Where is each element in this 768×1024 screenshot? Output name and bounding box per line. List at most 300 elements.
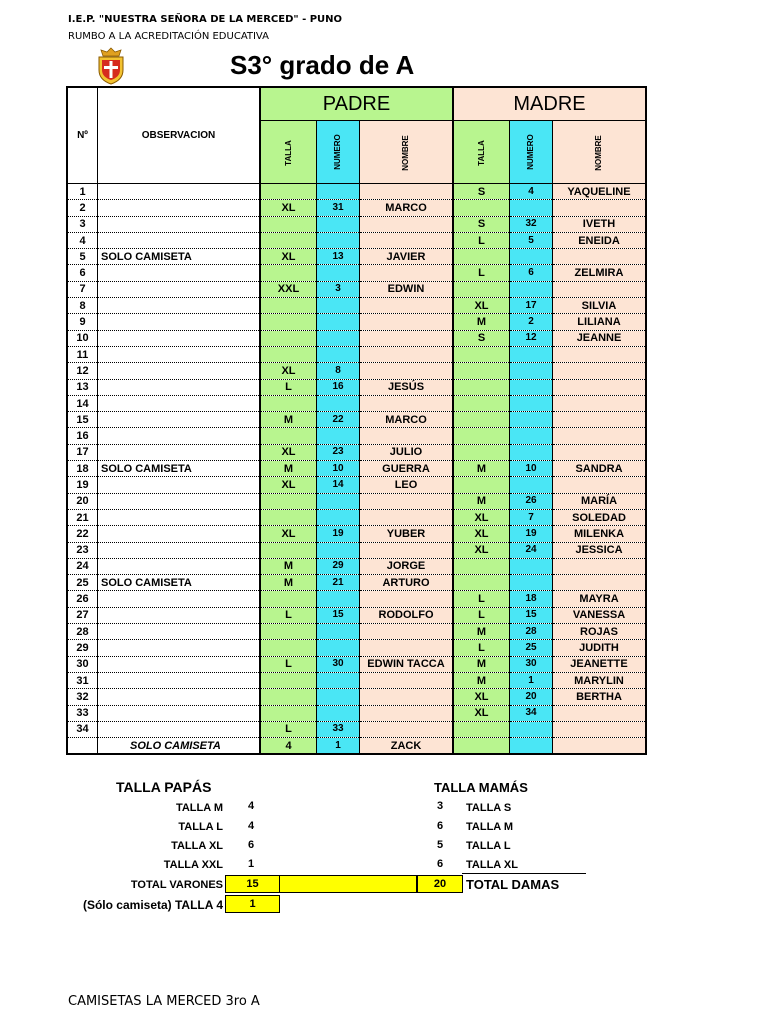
row-padre-nombre: ZACK xyxy=(360,738,454,755)
row-madre-talla: XL xyxy=(453,689,510,705)
table-row xyxy=(67,184,646,200)
row-madre-nombre xyxy=(553,705,647,721)
row-number: 23 xyxy=(67,542,98,558)
row-padre-nombre xyxy=(360,395,454,411)
table-row xyxy=(67,689,646,705)
row-padre-numero xyxy=(317,640,360,656)
row-madre-nombre xyxy=(553,249,647,265)
row-madre-talla: S xyxy=(453,184,510,200)
row-padre-talla: XXL xyxy=(260,281,317,297)
row-madre-numero: 7 xyxy=(510,509,553,525)
row-padre-nombre: JAVIER xyxy=(360,249,454,265)
row-padre-talla: M xyxy=(260,412,317,428)
row-madre-numero: 10 xyxy=(510,461,553,477)
row-number: 28 xyxy=(67,624,98,640)
row-madre-numero: 1 xyxy=(510,672,553,688)
row-number: 33 xyxy=(67,705,98,721)
mamas-value-xl: 6 xyxy=(437,858,444,870)
row-madre-nombre: VANESSA xyxy=(553,607,647,623)
header-no: Nº xyxy=(67,87,98,184)
row-padre-nombre: JORGE xyxy=(360,558,454,574)
table-row xyxy=(67,412,646,428)
table-row xyxy=(67,672,646,688)
row-number: 34 xyxy=(67,721,98,737)
row-padre-nombre: MARCO xyxy=(360,200,454,216)
row-madre-talla: L xyxy=(453,640,510,656)
row-padre-talla: L xyxy=(260,656,317,672)
row-madre-nombre: LILIANA xyxy=(553,314,647,330)
row-padre-numero xyxy=(317,232,360,248)
row-padre-nombre xyxy=(360,232,454,248)
row-padre-talla xyxy=(260,640,317,656)
row-padre-nombre: EDWIN xyxy=(360,281,454,297)
row-madre-numero xyxy=(510,412,553,428)
row-number: 11 xyxy=(67,346,98,362)
row-madre-nombre: BERTHA xyxy=(553,689,647,705)
school-subtitle: RUMBO A LA ACREDITACIÓN EDUCATIVA xyxy=(68,31,269,42)
row-madre-numero: 20 xyxy=(510,689,553,705)
row-number: 6 xyxy=(67,265,98,281)
row-observacion xyxy=(98,346,261,362)
row-padre-numero: 8 xyxy=(317,363,360,379)
row-padre-numero: 15 xyxy=(317,607,360,623)
row-padre-numero: 1 xyxy=(317,738,360,755)
total-damas-value: 20 xyxy=(417,875,463,893)
row-padre-talla: XL xyxy=(260,477,317,493)
school-name: I.E.P. "NUESTRA SEÑORA DE LA MERCED" - PUNO xyxy=(68,14,343,25)
row-madre-nombre: ROJAS xyxy=(553,624,647,640)
table-row xyxy=(67,232,646,248)
row-number xyxy=(67,738,98,755)
row-padre-numero xyxy=(317,298,360,314)
row-padre-nombre xyxy=(360,298,454,314)
solo-camiseta-value: 1 xyxy=(225,895,280,913)
table-row xyxy=(67,542,646,558)
row-observacion xyxy=(98,428,261,444)
row-observacion xyxy=(98,379,261,395)
row-number: 25 xyxy=(67,575,98,591)
row-madre-numero: 2 xyxy=(510,314,553,330)
row-padre-numero xyxy=(317,314,360,330)
total-damas-rule xyxy=(462,873,586,874)
row-number: 30 xyxy=(67,656,98,672)
row-padre-nombre xyxy=(360,591,454,607)
row-observacion xyxy=(98,265,261,281)
row-madre-nombre xyxy=(553,346,647,362)
row-padre-numero xyxy=(317,542,360,558)
row-padre-talla xyxy=(260,265,317,281)
row-madre-numero xyxy=(510,200,553,216)
row-madre-talla: XL xyxy=(453,509,510,525)
row-observacion xyxy=(98,184,261,200)
table-row xyxy=(67,493,646,509)
row-padre-talla xyxy=(260,314,317,330)
papas-value-l: 4 xyxy=(248,820,255,832)
header-padre-nombre: NOMBRE xyxy=(401,134,410,171)
header-padre: PADRE xyxy=(260,87,453,121)
row-padre-numero xyxy=(317,395,360,411)
row-madre-talla xyxy=(453,395,510,411)
row-number: 24 xyxy=(67,558,98,574)
row-madre-talla: S xyxy=(453,216,510,232)
table-row xyxy=(67,379,646,395)
row-number: 20 xyxy=(67,493,98,509)
row-observacion xyxy=(98,281,261,297)
row-madre-nombre: JUDITH xyxy=(553,640,647,656)
row-madre-numero: 26 xyxy=(510,493,553,509)
row-padre-nombre: LEO xyxy=(360,477,454,493)
row-padre-talla xyxy=(260,216,317,232)
row-madre-nombre: ENEIDA xyxy=(553,232,647,248)
table-row xyxy=(67,330,646,346)
row-madre-nombre: YAQUELINE xyxy=(553,184,647,200)
row-madre-nombre: SANDRA xyxy=(553,461,647,477)
row-madre-numero xyxy=(510,721,553,737)
row-padre-nombre xyxy=(360,624,454,640)
row-padre-nombre xyxy=(360,493,454,509)
row-observacion xyxy=(98,314,261,330)
row-madre-nombre xyxy=(553,412,647,428)
row-madre-nombre xyxy=(553,477,647,493)
row-number: 2 xyxy=(67,200,98,216)
total-damas-label: TOTAL DAMAS xyxy=(466,877,560,892)
table-row xyxy=(67,281,646,297)
table-row xyxy=(67,444,646,460)
row-madre-numero xyxy=(510,575,553,591)
row-padre-numero: 30 xyxy=(317,656,360,672)
row-padre-numero xyxy=(317,509,360,525)
mamas-value-s: 3 xyxy=(437,800,444,812)
row-madre-talla xyxy=(453,477,510,493)
row-number: 16 xyxy=(67,428,98,444)
row-madre-numero xyxy=(510,444,553,460)
row-madre-talla: L xyxy=(453,265,510,281)
row-padre-nombre xyxy=(360,705,454,721)
papas-value-m: 4 xyxy=(248,800,255,812)
table-row xyxy=(67,721,646,737)
row-madre-nombre: SILVIA xyxy=(553,298,647,314)
table-row xyxy=(67,216,646,232)
row-madre-numero xyxy=(510,379,553,395)
row-number: 8 xyxy=(67,298,98,314)
header-madre: MADRE xyxy=(453,87,646,121)
row-madre-nombre xyxy=(553,428,647,444)
row-padre-nombre xyxy=(360,721,454,737)
row-padre-nombre xyxy=(360,640,454,656)
row-padre-numero xyxy=(317,689,360,705)
papas-label-m: TALLA M xyxy=(175,802,223,814)
row-madre-numero xyxy=(510,738,553,755)
papas-value-xl: 6 xyxy=(248,839,255,851)
row-padre-nombre: YUBER xyxy=(360,526,454,542)
talla-mamas-title: TALLA MAMÁS xyxy=(434,780,528,795)
row-padre-numero: 33 xyxy=(317,721,360,737)
header-madre-talla: TALLA xyxy=(476,139,486,166)
row-padre-talla: XL xyxy=(260,526,317,542)
row-padre-numero xyxy=(317,216,360,232)
row-number: 26 xyxy=(67,591,98,607)
row-padre-nombre xyxy=(360,216,454,232)
header-padre-talla: TALLA xyxy=(283,139,293,166)
table-row xyxy=(67,591,646,607)
papas-label-xl: TALLA XL xyxy=(171,840,223,852)
row-madre-talla xyxy=(453,346,510,362)
table-row xyxy=(67,461,646,477)
row-madre-talla xyxy=(453,249,510,265)
header-padre-numero: NUMERO xyxy=(333,134,342,170)
row-madre-numero: 5 xyxy=(510,232,553,248)
row-number: 12 xyxy=(67,363,98,379)
row-madre-talla xyxy=(453,412,510,428)
row-padre-nombre xyxy=(360,363,454,379)
row-padre-talla xyxy=(260,509,317,525)
row-number: 19 xyxy=(67,477,98,493)
row-padre-numero: 21 xyxy=(317,575,360,591)
row-padre-numero xyxy=(317,705,360,721)
row-padre-talla xyxy=(260,184,317,200)
total-varones-value: 15 xyxy=(225,875,280,893)
row-madre-nombre xyxy=(553,558,647,574)
row-madre-talla: S xyxy=(453,330,510,346)
row-observacion xyxy=(98,705,261,721)
mamas-label-m: TALLA M xyxy=(466,821,514,833)
row-padre-numero xyxy=(317,184,360,200)
table-row xyxy=(67,200,646,216)
row-madre-numero: 12 xyxy=(510,330,553,346)
table-row xyxy=(67,298,646,314)
table-row xyxy=(67,265,646,281)
row-madre-nombre: JEANETTE xyxy=(553,656,647,672)
row-padre-numero: 14 xyxy=(317,477,360,493)
row-padre-numero xyxy=(317,265,360,281)
solo-camiseta-label: (Sólo camiseta) TALLA 4 xyxy=(82,898,223,912)
table-row xyxy=(67,575,646,591)
mamas-label-xl: TALLA XL xyxy=(466,859,518,871)
row-observacion xyxy=(98,477,261,493)
row-madre-talla: L xyxy=(453,591,510,607)
row-madre-numero: 4 xyxy=(510,184,553,200)
row-observacion xyxy=(98,689,261,705)
row-observacion xyxy=(98,444,261,460)
row-padre-nombre xyxy=(360,346,454,362)
row-padre-numero xyxy=(317,591,360,607)
mamas-value-m: 6 xyxy=(437,820,444,832)
row-madre-numero: 32 xyxy=(510,216,553,232)
row-observacion xyxy=(98,363,261,379)
table-row xyxy=(67,624,646,640)
row-padre-talla: XL xyxy=(260,200,317,216)
row-madre-nombre xyxy=(553,721,647,737)
row-observacion xyxy=(98,672,261,688)
row-number: 4 xyxy=(67,232,98,248)
row-madre-talla: M xyxy=(453,624,510,640)
header-observacion: OBSERVACION xyxy=(98,87,261,184)
page-title: S3° grado de A xyxy=(230,50,415,80)
table-row xyxy=(67,526,646,542)
row-padre-nombre: ARTURO xyxy=(360,575,454,591)
header-madre-numero: NUMERO xyxy=(526,134,535,170)
row-madre-nombre: SOLEDAD xyxy=(553,509,647,525)
row-madre-talla: L xyxy=(453,607,510,623)
row-padre-talla xyxy=(260,493,317,509)
row-padre-nombre: GUERRA xyxy=(360,461,454,477)
row-number: 15 xyxy=(67,412,98,428)
row-padre-talla: XL xyxy=(260,249,317,265)
row-madre-talla xyxy=(453,281,510,297)
row-madre-numero xyxy=(510,558,553,574)
row-padre-talla xyxy=(260,591,317,607)
row-padre-numero xyxy=(317,428,360,444)
row-number: 7 xyxy=(67,281,98,297)
row-madre-talla xyxy=(453,379,510,395)
row-observacion: SOLO CAMISETA xyxy=(98,249,261,265)
table-row xyxy=(67,558,646,574)
row-padre-talla: XL xyxy=(260,363,317,379)
row-madre-nombre xyxy=(553,281,647,297)
row-padre-talla: M xyxy=(260,461,317,477)
row-madre-nombre: ZELMIRA xyxy=(553,265,647,281)
row-padre-numero: 13 xyxy=(317,249,360,265)
row-padre-nombre xyxy=(360,330,454,346)
row-madre-nombre: MARYLIN xyxy=(553,672,647,688)
row-madre-numero xyxy=(510,281,553,297)
row-madre-talla xyxy=(453,363,510,379)
mamas-label-s: TALLA S xyxy=(466,802,512,814)
row-observacion xyxy=(98,558,261,574)
row-padre-nombre xyxy=(360,689,454,705)
row-observacion xyxy=(98,624,261,640)
row-observacion xyxy=(98,232,261,248)
table-row xyxy=(67,640,646,656)
row-number: 5 xyxy=(67,249,98,265)
row-padre-nombre: MARCO xyxy=(360,412,454,428)
row-padre-nombre xyxy=(360,184,454,200)
row-padre-nombre: JULIO xyxy=(360,444,454,460)
mamas-value-l: 5 xyxy=(437,839,444,851)
row-padre-nombre: JESÚS xyxy=(360,379,454,395)
row-padre-talla xyxy=(260,428,317,444)
row-number: 14 xyxy=(67,395,98,411)
row-number: 9 xyxy=(67,314,98,330)
row-padre-talla: L xyxy=(260,379,317,395)
row-madre-nombre: JEANNE xyxy=(553,330,647,346)
row-padre-talla xyxy=(260,705,317,721)
row-number: 29 xyxy=(67,640,98,656)
row-observacion xyxy=(98,721,261,737)
row-observacion: SOLO CAMISETA xyxy=(98,575,261,591)
row-padre-nombre xyxy=(360,509,454,525)
row-padre-numero: 31 xyxy=(317,200,360,216)
row-padre-nombre xyxy=(360,672,454,688)
row-madre-nombre: IVETH xyxy=(553,216,647,232)
table-row xyxy=(67,249,646,265)
row-padre-nombre xyxy=(360,428,454,444)
row-padre-numero: 16 xyxy=(317,379,360,395)
row-madre-numero: 25 xyxy=(510,640,553,656)
row-observacion xyxy=(98,216,261,232)
row-padre-talla: L xyxy=(260,607,317,623)
papas-label-xxl: TALLA XXL xyxy=(163,859,223,871)
row-madre-nombre: MARÍA xyxy=(553,493,647,509)
row-madre-numero xyxy=(510,395,553,411)
table-row xyxy=(67,395,646,411)
table-row xyxy=(67,607,646,623)
row-observacion xyxy=(98,542,261,558)
table-row xyxy=(67,363,646,379)
header-madre-nombre: NOMBRE xyxy=(594,134,603,171)
row-padre-talla xyxy=(260,395,317,411)
row-padre-talla: XL xyxy=(260,444,317,460)
mamas-label-l: TALLA L xyxy=(466,840,511,852)
row-madre-talla xyxy=(453,721,510,737)
row-madre-talla xyxy=(453,444,510,460)
row-madre-numero: 6 xyxy=(510,265,553,281)
row-padre-numero xyxy=(317,672,360,688)
row-madre-numero xyxy=(510,346,553,362)
row-padre-numero xyxy=(317,493,360,509)
row-observacion: SOLO CAMISETA xyxy=(98,461,261,477)
row-padre-talla: M xyxy=(260,575,317,591)
row-madre-nombre xyxy=(553,379,647,395)
row-observacion xyxy=(98,509,261,525)
school-crest-icon xyxy=(94,46,128,86)
row-madre-numero: 28 xyxy=(510,624,553,640)
row-madre-nombre xyxy=(553,395,647,411)
table-row xyxy=(67,346,646,362)
row-padre-talla xyxy=(260,298,317,314)
row-madre-numero xyxy=(510,363,553,379)
row-observacion xyxy=(98,298,261,314)
row-madre-talla xyxy=(453,575,510,591)
row-madre-talla: M xyxy=(453,493,510,509)
row-padre-nombre: RODOLFO xyxy=(360,607,454,623)
row-observacion xyxy=(98,200,261,216)
table-row xyxy=(67,428,646,444)
row-madre-numero xyxy=(510,477,553,493)
row-madre-numero xyxy=(510,249,553,265)
row-number: 1 xyxy=(67,184,98,200)
row-observacion xyxy=(98,656,261,672)
row-madre-talla: M xyxy=(453,656,510,672)
footer-label: CAMISETAS LA MERCED 3ro A xyxy=(68,994,260,1009)
row-madre-nombre xyxy=(553,200,647,216)
row-number: 31 xyxy=(67,672,98,688)
row-observacion xyxy=(98,493,261,509)
row-madre-numero: 19 xyxy=(510,526,553,542)
row-number: 21 xyxy=(67,509,98,525)
table-row xyxy=(67,705,646,721)
row-observacion xyxy=(98,395,261,411)
row-madre-talla xyxy=(453,428,510,444)
talla-papas-title: TALLA PAPÁS xyxy=(116,779,212,795)
row-madre-talla: XL xyxy=(453,526,510,542)
row-observacion xyxy=(98,412,261,428)
row-observacion xyxy=(98,330,261,346)
row-padre-talla xyxy=(260,624,317,640)
row-madre-numero: 17 xyxy=(510,298,553,314)
row-madre-numero: 15 xyxy=(510,607,553,623)
row-number: 18 xyxy=(67,461,98,477)
row-madre-talla: L xyxy=(453,232,510,248)
row-madre-numero: 34 xyxy=(510,705,553,721)
row-observacion xyxy=(98,591,261,607)
row-padre-numero: 23 xyxy=(317,444,360,460)
row-madre-talla: XL xyxy=(453,705,510,721)
row-padre-nombre xyxy=(360,314,454,330)
row-number: 10 xyxy=(67,330,98,346)
table-row xyxy=(67,656,646,672)
row-number: 32 xyxy=(67,689,98,705)
